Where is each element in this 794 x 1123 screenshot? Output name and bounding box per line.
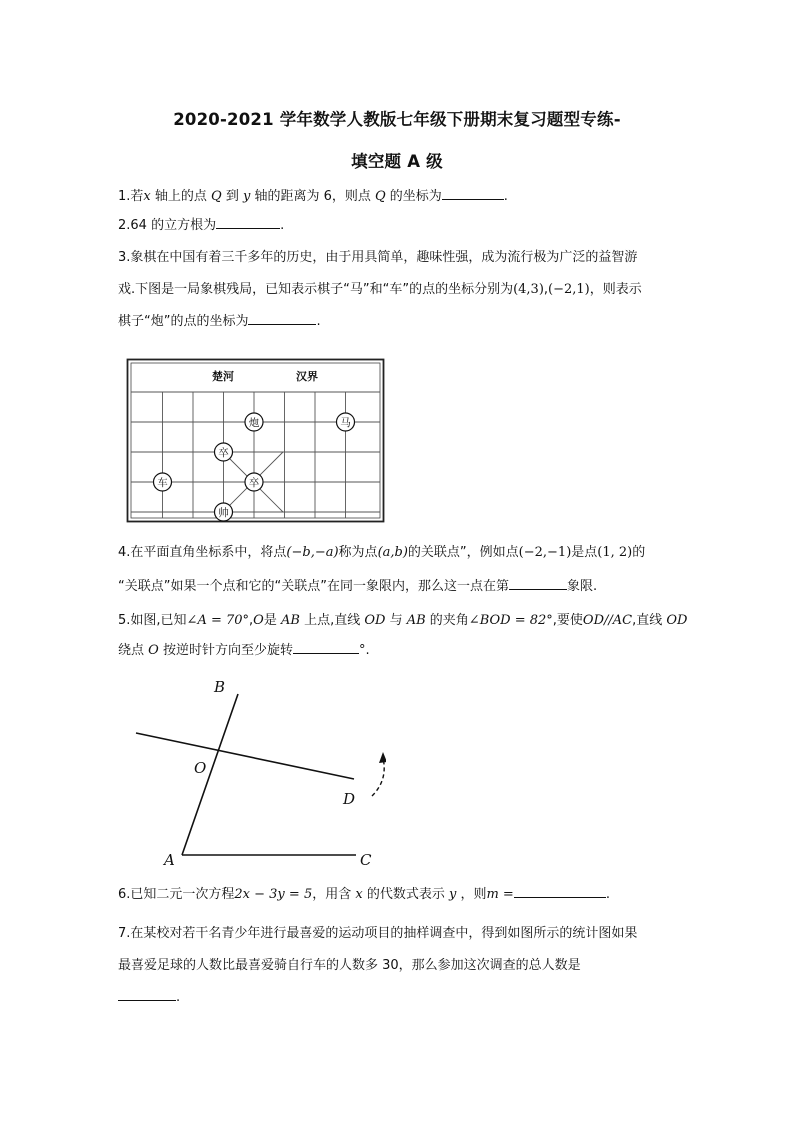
answer-blank[interactable] bbox=[118, 986, 176, 1001]
rotation-arrowhead bbox=[379, 752, 386, 763]
river-label-left: 楚河 bbox=[212, 370, 234, 383]
question-7-line3: . bbox=[118, 982, 688, 1014]
question-3-line3: 棋子“炮”的点的坐标为 . bbox=[118, 307, 688, 337]
question-1: 1.若x 轴上的点 Q 到 y 轴的距离为 6，则点 Q 的坐标为 . bbox=[118, 182, 688, 212]
question-3-line2: 戏.下图是一局象棋残局，已知表示棋子“马”和“车”的点的坐标分别为(4,3),(−2,1)，则表示 bbox=[118, 282, 642, 297]
chess-piece-label: 炮 bbox=[248, 417, 260, 429]
label-D: D bbox=[343, 790, 356, 808]
answer-blank[interactable] bbox=[248, 310, 316, 325]
river-label-right: 汉界 bbox=[296, 370, 318, 383]
chess-board-figure bbox=[126, 358, 386, 528]
chess-piece-label: 卒 bbox=[218, 447, 229, 459]
line-OD bbox=[136, 733, 354, 779]
answer-blank[interactable] bbox=[293, 639, 359, 654]
question-5 bbox=[118, 606, 688, 666]
page-title: 2020-2021 学年数学人教版七年级下册期末复习题型专练- bbox=[173, 110, 621, 129]
board-inner-frame bbox=[131, 363, 380, 518]
question-5-line2: 绕点 O 按逆时针方向至少旋转 °. bbox=[118, 636, 688, 666]
label-A: A bbox=[164, 851, 175, 869]
answer-blank[interactable] bbox=[442, 185, 504, 200]
page-subtitle: 填空题 A 级 bbox=[351, 152, 443, 171]
chess-piece bbox=[245, 473, 263, 491]
answer-blank[interactable] bbox=[509, 575, 567, 590]
question-4-line1: 4.在平面直角坐标系中，将点(−b,−a)称为点(a,b)的关联点”，例如点(−2,−1)是点(1, 2)的 bbox=[118, 545, 646, 560]
chess-piece bbox=[337, 413, 355, 431]
chess-piece bbox=[154, 473, 172, 491]
chess-piece bbox=[215, 443, 233, 461]
board-grid bbox=[131, 392, 380, 518]
question-7-line2: 最喜爱足球的人数比最喜爱骑自行车的人数多 30，那么参加这次调查的总人数是 bbox=[118, 958, 581, 973]
question-6: 6.已知二元一次方程2x − 3y = 5，用含 x 的代数式表示 y ，则m = . bbox=[118, 880, 688, 910]
chess-piece bbox=[215, 503, 233, 521]
label-O: O bbox=[194, 759, 207, 777]
question-7 bbox=[118, 918, 688, 1014]
chess-piece-label: 车 bbox=[157, 477, 168, 489]
question-5-line1: 5.如图,已知∠A = 70°,O是 AB 上点,直线 OD 与 AB 的夹角∠BOD = 82°,要使OD//AC,直线 OD bbox=[118, 613, 688, 628]
chess-piece-label: 马 bbox=[340, 417, 351, 429]
chess-piece bbox=[245, 413, 263, 431]
question-3-line1: 3.象棋在中国有着三千多年的历史，由于用具简单，趣味性强，成为流行极为广泛的益智游 bbox=[118, 250, 638, 265]
label-B: B bbox=[214, 678, 226, 696]
question-3 bbox=[118, 243, 688, 337]
answer-blank[interactable] bbox=[514, 883, 606, 898]
question-4 bbox=[118, 538, 688, 602]
question-4-line2: “关联点”如果一个点和它的“关联点”在同一象限内，那么这一点在第 象限. bbox=[118, 572, 688, 602]
question-7-line1: 7.在某校对若干名青少年进行最喜爱的运动项目的抽样调查中，得到如图所示的统计图如果 bbox=[118, 926, 638, 941]
answer-blank[interactable] bbox=[216, 214, 280, 229]
chess-piece-label: 卒 bbox=[248, 477, 260, 489]
chess-piece-label: 帅 bbox=[218, 507, 229, 519]
line-AB bbox=[182, 694, 238, 855]
rotation-arrow bbox=[372, 758, 384, 796]
question-2: 2.64 的立方根为 . bbox=[118, 211, 688, 241]
label-C: C bbox=[360, 851, 372, 869]
geometry-figure bbox=[126, 672, 386, 872]
